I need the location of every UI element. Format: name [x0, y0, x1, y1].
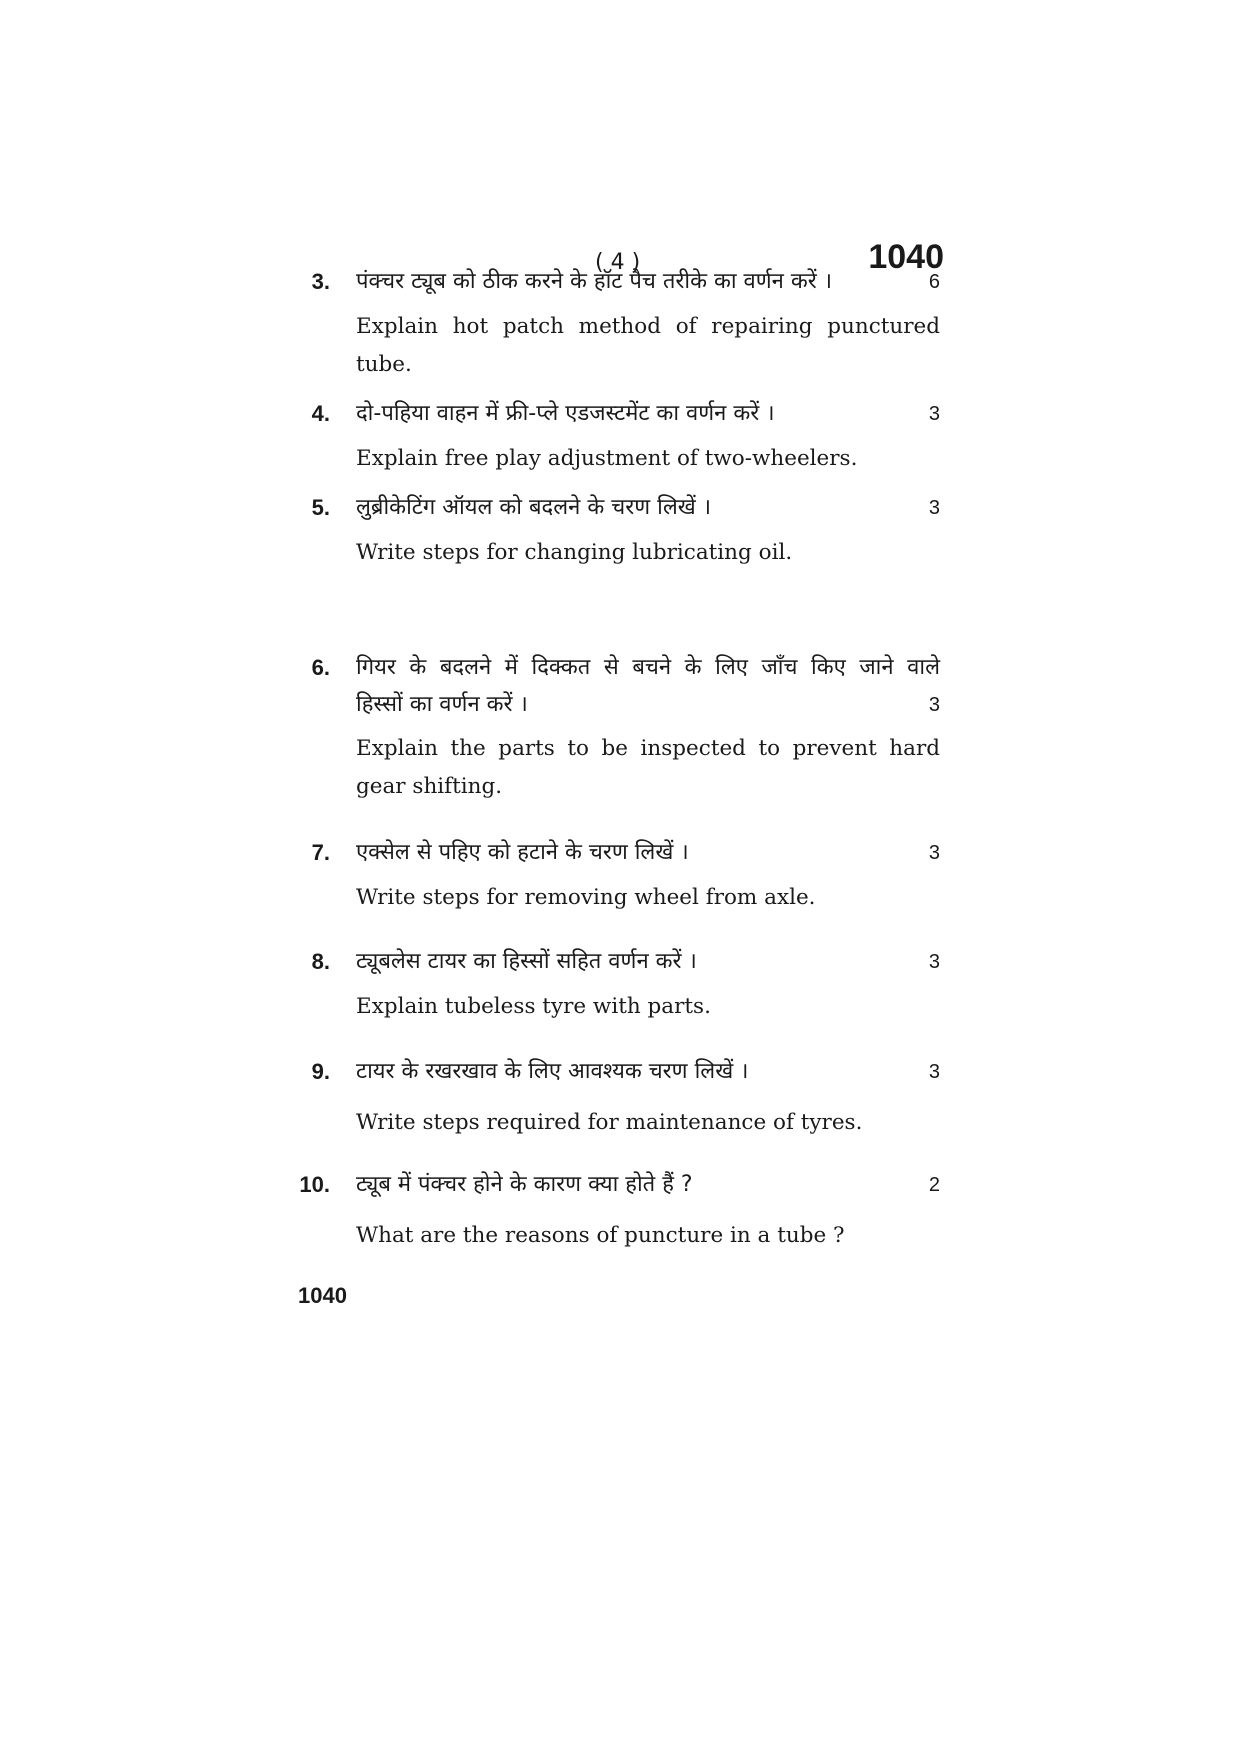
question-6	[290, 648, 940, 806]
question-english-text: Explain the parts to be inspected to prevent hard gear shifting.	[356, 736, 940, 799]
question-marks: 2	[928, 1174, 940, 1196]
question-number: 9.	[311, 1059, 330, 1084]
question-number: 5.	[311, 495, 330, 520]
question-hindi-text: ट्यूबलेस टायर का हिस्सों सहित वर्णन करें ।	[356, 949, 697, 974]
question-hindi-text: पंक्चर ट्यूब को ठीक करने के हॉट पैच तरीके का वर्णन करें ।	[356, 269, 833, 294]
question-number: 10.	[299, 1172, 330, 1197]
question-3	[290, 262, 940, 384]
question-english-text: Explain free play adjustment of two-wheelers.	[356, 446, 858, 471]
question-number: 8.	[311, 949, 330, 974]
question-number: 4.	[311, 401, 330, 426]
question-hindi-text: लुब्रीकेटिंग ऑयल को बदलने के चरण लिखें ।	[356, 495, 712, 520]
question-english-text: Write steps required for maintenance of tyres.	[356, 1110, 863, 1135]
question-number: 6.	[311, 655, 330, 680]
question-5	[290, 488, 940, 572]
question-hindi-text: ट्यूब में पंक्चर होने के कारण क्या होते हैं ?	[356, 1172, 693, 1197]
question-marks: 3	[928, 951, 940, 973]
question-hindi-text: गियर के बदलने में दिक्कत से बचने के लिए जाँच किए जाने वाले	[356, 655, 940, 680]
question-english-text: Explain tubeless tyre with parts.	[356, 994, 711, 1019]
question-8	[290, 942, 940, 1026]
question-english-text: Explain hot patch method of repairing punctured tube.	[356, 314, 940, 377]
question-english-text: Write steps for changing lubricating oil.	[356, 540, 793, 565]
question-marks: 3	[928, 842, 940, 864]
question-hindi-text: एक्सेल से पहिए को हटाने के चरण लिखें ।	[356, 840, 689, 865]
question-marks: 3	[928, 403, 940, 425]
question-english-text: What are the reasons of puncture in a tube ?	[356, 1223, 845, 1248]
question-number: 7.	[311, 840, 330, 865]
question-marks: 3	[928, 694, 940, 716]
paper-code-footer: 1040	[298, 1283, 347, 1308]
question-number: 3.	[311, 269, 330, 294]
question-marks: 3	[928, 497, 940, 519]
page-number: ( 4 )	[595, 250, 641, 275]
question-10	[290, 1165, 940, 1255]
question-english-text: Write steps for removing wheel from axle.	[356, 885, 816, 910]
question-marks: 3	[928, 1061, 940, 1083]
question-hindi-text: टायर के रखरखाव के लिए आवश्यक चरण लिखें ।	[356, 1059, 749, 1084]
question-hindi-text-continued: हिस्सों का वर्णन करें ।	[356, 692, 528, 717]
question-7	[290, 833, 940, 917]
question-9	[290, 1052, 940, 1142]
question-4	[290, 394, 940, 478]
question-hindi-text: दो-पहिया वाहन में फ्री-प्ले एडजस्टमेंट का वर्णन करें ।	[356, 401, 775, 426]
question-marks: 6	[928, 271, 940, 293]
paper-code-header: 1040	[868, 238, 944, 276]
